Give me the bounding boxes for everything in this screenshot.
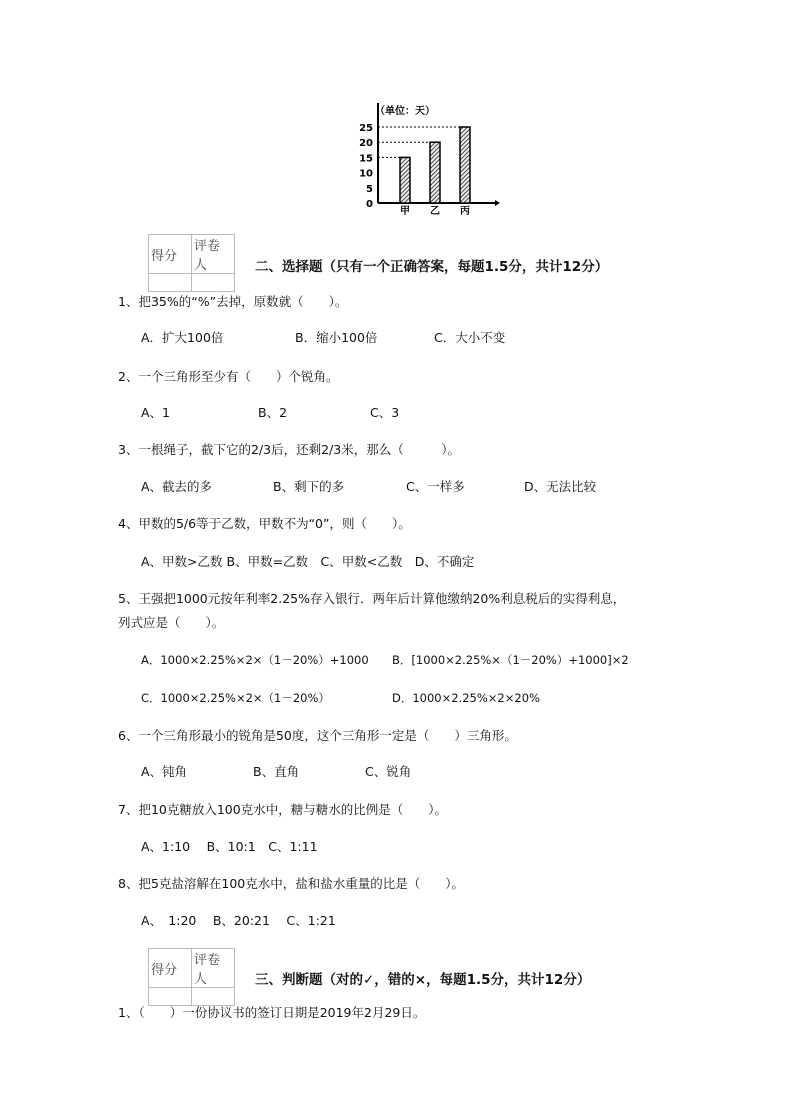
question-text: 2、一个三角形至少有（ ）个锐角。 [118,369,339,384]
y-tick-label: 15 [359,153,373,165]
option: A、1:10 B、10:1 C、1:11 [141,839,318,854]
option: A．扩大100倍 [141,330,224,345]
option: B、直角 [253,764,300,779]
grader-header: 评卷人 [192,235,235,274]
x-axis-arrow [495,200,500,206]
option: C、3 [370,405,400,420]
section-heading: 二、选择题（只有一个正确答案，每题1.5分，共计12分） [255,259,609,275]
score-table [148,234,235,292]
y-tick-label: 0 [366,199,373,210]
question-text: 7、把10克糖放入100克水中，糖与糖水的比例是（ ）。 [118,802,447,817]
section-heading: 三、判断题（对的✓，错的×，每题1.5分，共计12分） [255,972,591,988]
grader-header: 评卷人 [192,949,235,988]
option: A、1 [141,405,171,420]
option: A、钝角 [141,764,188,779]
question-text: 1、（ ）一份协议书的签订日期是2019年2月29日。 [118,1005,426,1020]
question-text-cont: 列式应是（ ）。 [118,615,225,630]
option: B．缩小100倍 [295,330,378,345]
bar [430,142,440,203]
score-header: 得分 [149,949,192,988]
option: C、一样多 [406,479,465,494]
bar [460,127,470,203]
y-tick-label: 10 [359,168,373,180]
y-tick-label: 25 [359,123,373,134]
option: C．大小不变 [434,330,506,345]
question-text: 1、把35%的“%”去掉，原数就（ ）。 [118,294,348,309]
x-tick-label: 丙 [460,206,470,217]
option: D、无法比较 [524,479,597,494]
option: B．[1000×2.25%×（1－20%）+1000]×2 [392,653,629,667]
grader-cell[interactable] [192,274,235,292]
option: A、甲数>乙数 B、甲数=乙数 C、甲数<乙数 D、不确定 [141,554,475,569]
question-text: 5、王强把1000元按年利率2.25%存入银行．两年后计算他缴纳20%利息税后的实得利息， [118,591,626,606]
bar [400,157,410,203]
question-text: 4、甲数的5/6等于乙数，甲数不为“0”，则（ ）。 [118,516,411,531]
score-table [148,948,235,1006]
question-text: 3、一根绳子，截下它的2/3后，还剩2/3米，那么（ ）。 [118,442,460,457]
score-header: 得分 [149,235,192,274]
bar-chart [0,0,790,230]
chart-unit-label: （单位：天） [375,106,435,117]
option: D．1000×2.25%×2×20% [392,691,540,705]
option: A．1000×2.25%×2×（1－20%）+1000 [141,653,369,667]
score-cell[interactable] [149,274,192,292]
option: A、 1:20 B、20:21 C、1:21 [141,913,336,928]
score-cell[interactable] [149,988,192,1006]
option: C．1000×2.25%×2×（1－20%） [141,691,330,705]
option: A、截去的多 [141,479,213,494]
x-tick-label: 甲 [400,206,410,217]
option: B、2 [258,405,288,420]
y-tick-label: 5 [366,183,373,195]
question-text: 8、把5克盐溶解在100克水中，盐和盐水重量的比是（ ）。 [118,876,465,891]
x-tick-label: 乙 [430,206,440,217]
question-text: 6、一个三角形最小的锐角是50度，这个三角形一定是（ ）三角形。 [118,728,517,743]
option: B、剩下的多 [273,479,345,494]
y-tick-label: 20 [359,138,373,150]
grader-cell[interactable] [192,988,235,1006]
option: C、锐角 [365,764,412,779]
